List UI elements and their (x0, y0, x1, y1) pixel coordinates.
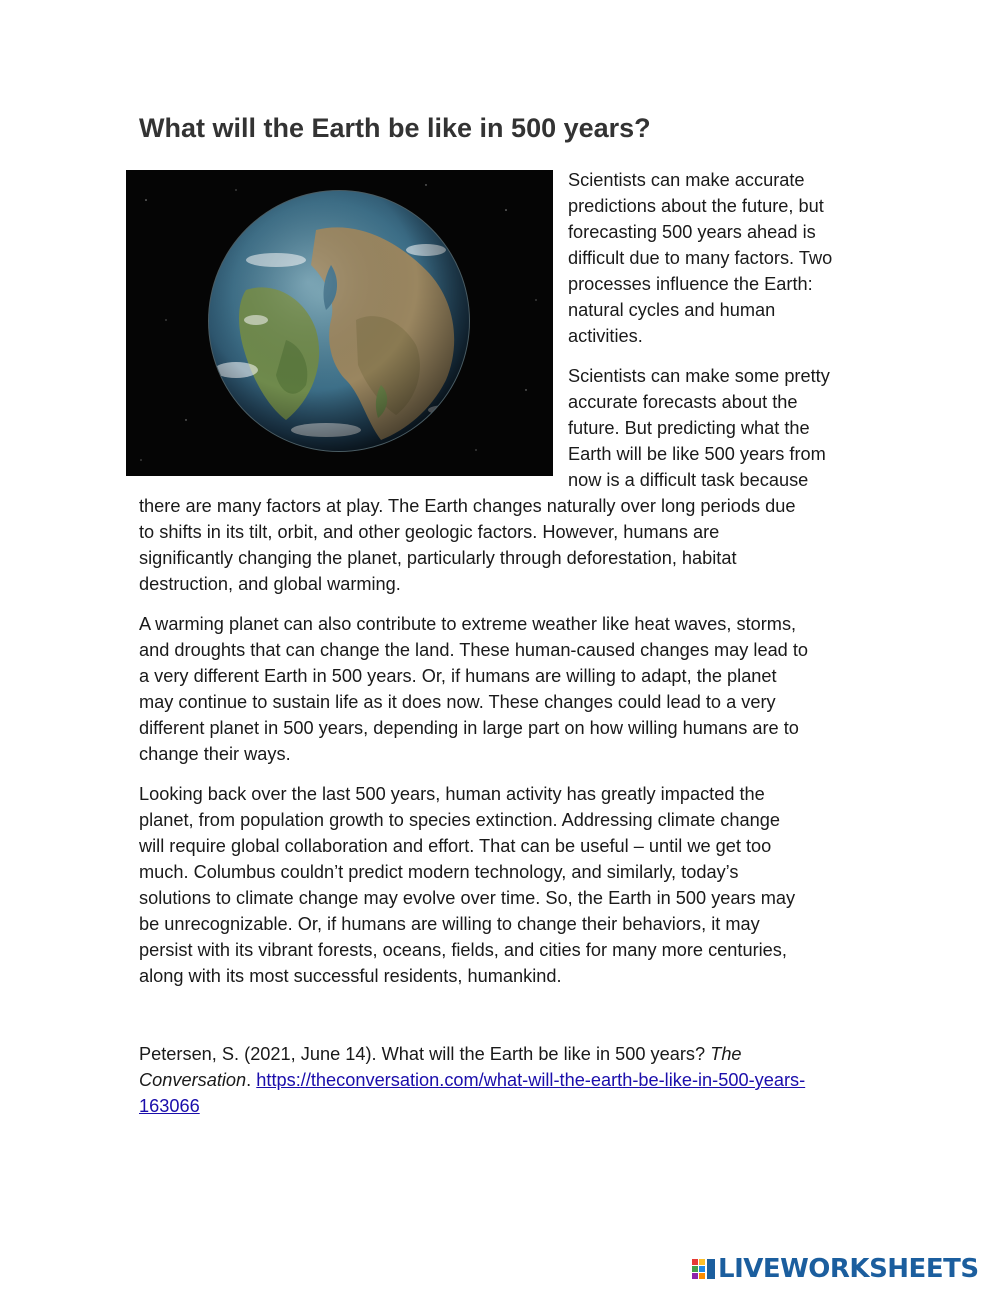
text-line: there are many factors at play. The Earth changes naturally over long periods due (139, 496, 796, 516)
text-line: along with its most successful residents, humankind. (139, 966, 562, 986)
citation-punct: . (246, 1070, 257, 1090)
text-line: Scientists can make some pretty (568, 366, 830, 386)
citation-link-cont[interactable]: 163066 (139, 1096, 200, 1116)
text-line: planet, from population growth to species extinction. Addressing climate change (139, 810, 780, 830)
intro-paragraph (568, 167, 868, 349)
brand-name: LIVEWORKSHEETS (718, 1254, 979, 1284)
forecast-paragraph-bottom (139, 493, 869, 597)
text-line: processes influence the Earth: (568, 274, 813, 294)
citation (139, 1041, 869, 1119)
text-line: Looking back over the last 500 years, human activity has greatly impacted the (139, 784, 765, 804)
text-line: A warming planet can also contribute to extreme weather like heat waves, storms, (139, 614, 797, 634)
text-line: change their ways. (139, 744, 291, 764)
text-line: accurate forecasts about the (568, 392, 798, 412)
text-line: to shifts in its tilt, orbit, and other geologic factors. However, humans are (139, 522, 720, 542)
text-line: predictions about the future, but (568, 196, 824, 216)
text-line: forecasting 500 years ahead is (568, 222, 816, 242)
liveworksheets-logo[interactable] (692, 1252, 979, 1286)
citation-text: Petersen, S. (2021, June 14). What will the Earth be like in 500 years? (139, 1044, 711, 1064)
citation-journal: The (710, 1044, 742, 1064)
citation-link[interactable]: https://theconversation.com/what-will-the-earth-be-like-in-500-years- (256, 1070, 806, 1090)
text-line: difficult due to many factors. Two (568, 248, 833, 268)
text-line: be unrecognizable. Or, if humans are willing to change their behaviors, it may (139, 914, 760, 934)
text-line: a very different Earth in 500 years. Or, if humans are willing to adapt, the planet (139, 666, 777, 686)
earth-globe-image (126, 170, 553, 476)
text-line: natural cycles and human (568, 300, 776, 320)
forecast-paragraph-top (568, 363, 868, 493)
text-line: much. Columbus couldn’t predict modern technology, and similarly, today’s (139, 862, 739, 882)
text-line: Scientists can make accurate (568, 170, 805, 190)
liveworksheets-mark-icon (692, 1257, 716, 1281)
page-title: What will the Earth be like in 500 years? (139, 113, 651, 143)
text-line: and droughts that can change the land. These human-caused changes may lead to (139, 640, 809, 660)
text-line: now is a difficult task because (568, 470, 809, 490)
earth-globe-icon (126, 170, 553, 476)
history-paragraph (139, 781, 869, 989)
citation-journal-2: Conversation (139, 1070, 247, 1090)
text-line: solutions to climate change may evolve over time. So, the Earth in 500 years may (139, 888, 796, 908)
text-line: activities. (568, 326, 643, 346)
text-line: different planet in 500 years, depending in large part on how willing humans are to (139, 718, 799, 738)
text-line: may continue to sustain life as it does now. These changes could lead to a very (139, 692, 776, 712)
text-line: Earth will be like 500 years from (568, 444, 826, 464)
text-line: destruction, and global warming. (139, 574, 401, 594)
warming-paragraph (139, 611, 869, 767)
text-line: significantly changing the planet, particularly through deforestation, habitat (139, 548, 737, 568)
text-line: will require global collaboration and effort. That can be useful – until we get too (139, 836, 772, 856)
text-line: future. But predicting what the (568, 418, 810, 438)
text-line: persist with its vibrant forests, oceans, fields, and cities for many more centuries, (139, 940, 787, 960)
